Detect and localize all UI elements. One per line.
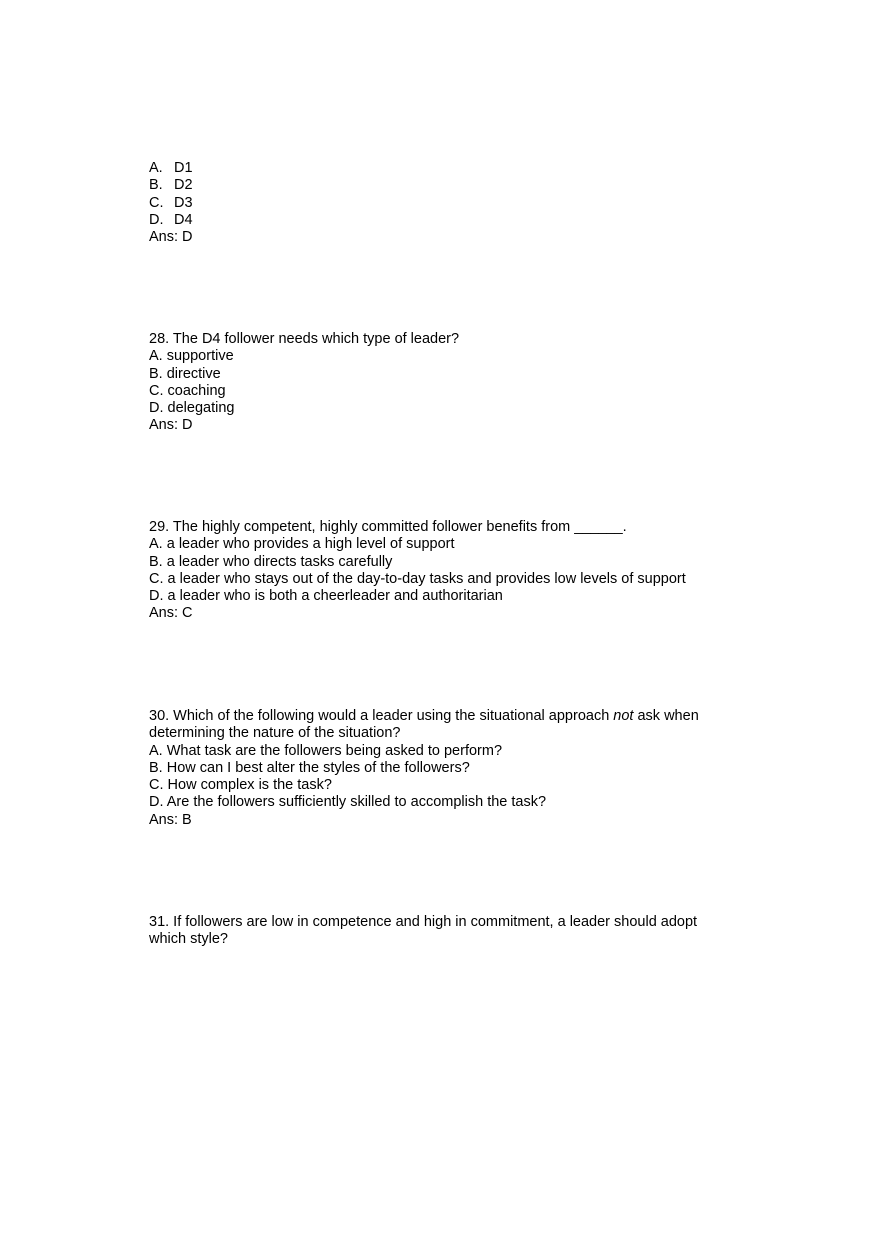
option-a: A. a leader who provides a high level of support bbox=[149, 536, 455, 553]
option-b: B. directive bbox=[149, 365, 221, 382]
previous-question-block bbox=[149, 160, 749, 246]
question-emphasis: not bbox=[613, 708, 634, 724]
option-d: D. delegating bbox=[149, 400, 235, 417]
question-31-block bbox=[149, 914, 749, 949]
option-a bbox=[149, 160, 749, 177]
option-d: D. Are the followers sufficiently skilled to accomplish the task? bbox=[149, 794, 547, 811]
question-text-part: 30. Which of the following would a leader using the situational approach bbox=[149, 708, 614, 724]
option-letter: D. bbox=[149, 211, 164, 228]
question-text: 28. The D4 follower needs which type of leader? bbox=[149, 331, 460, 347]
option-b bbox=[149, 177, 749, 194]
option-c: C. How complex is the task? bbox=[149, 777, 332, 794]
option-letter: A. bbox=[149, 160, 163, 176]
question-28-block bbox=[149, 331, 749, 435]
option-c bbox=[149, 195, 749, 212]
question-29-block bbox=[149, 519, 749, 623]
option-text: D4 bbox=[174, 211, 193, 228]
question-text-line-2: which style? bbox=[149, 931, 228, 948]
question-text-line-1: 31. If followers are low in competence and high in commitment, a leader should adopt bbox=[149, 914, 698, 930]
option-letter: B. bbox=[149, 177, 163, 194]
option-a: A. What task are the followers being asked to perform? bbox=[149, 742, 503, 759]
answer-line: Ans: C bbox=[149, 605, 193, 622]
option-text: D2 bbox=[174, 177, 193, 194]
option-d bbox=[149, 212, 749, 229]
option-letter: C. bbox=[149, 194, 164, 211]
question-text-line-1 bbox=[149, 708, 749, 725]
option-text: D3 bbox=[174, 194, 193, 211]
answer-line: Ans: D bbox=[149, 229, 193, 246]
option-a: A. supportive bbox=[149, 348, 234, 365]
option-b: B. How can I best alter the styles of the followers? bbox=[149, 759, 470, 776]
question-text: 29. The highly competent, highly committed follower benefits from ______. bbox=[149, 519, 627, 535]
option-c: C. a leader who stays out of the day-to-day tasks and provides low levels of support bbox=[149, 570, 686, 587]
question-30-block bbox=[149, 708, 749, 829]
question-text-line-2: determining the nature of the situation? bbox=[149, 725, 401, 742]
answer-line: Ans: D bbox=[149, 417, 193, 434]
answer-line: Ans: B bbox=[149, 811, 192, 828]
option-text: D1 bbox=[174, 160, 193, 176]
question-text-part: ask when bbox=[633, 708, 699, 724]
option-d: D. a leader who is both a cheerleader and authoritarian bbox=[149, 588, 503, 605]
option-c: C. coaching bbox=[149, 382, 226, 399]
option-b: B. a leader who directs tasks carefully bbox=[149, 553, 393, 570]
